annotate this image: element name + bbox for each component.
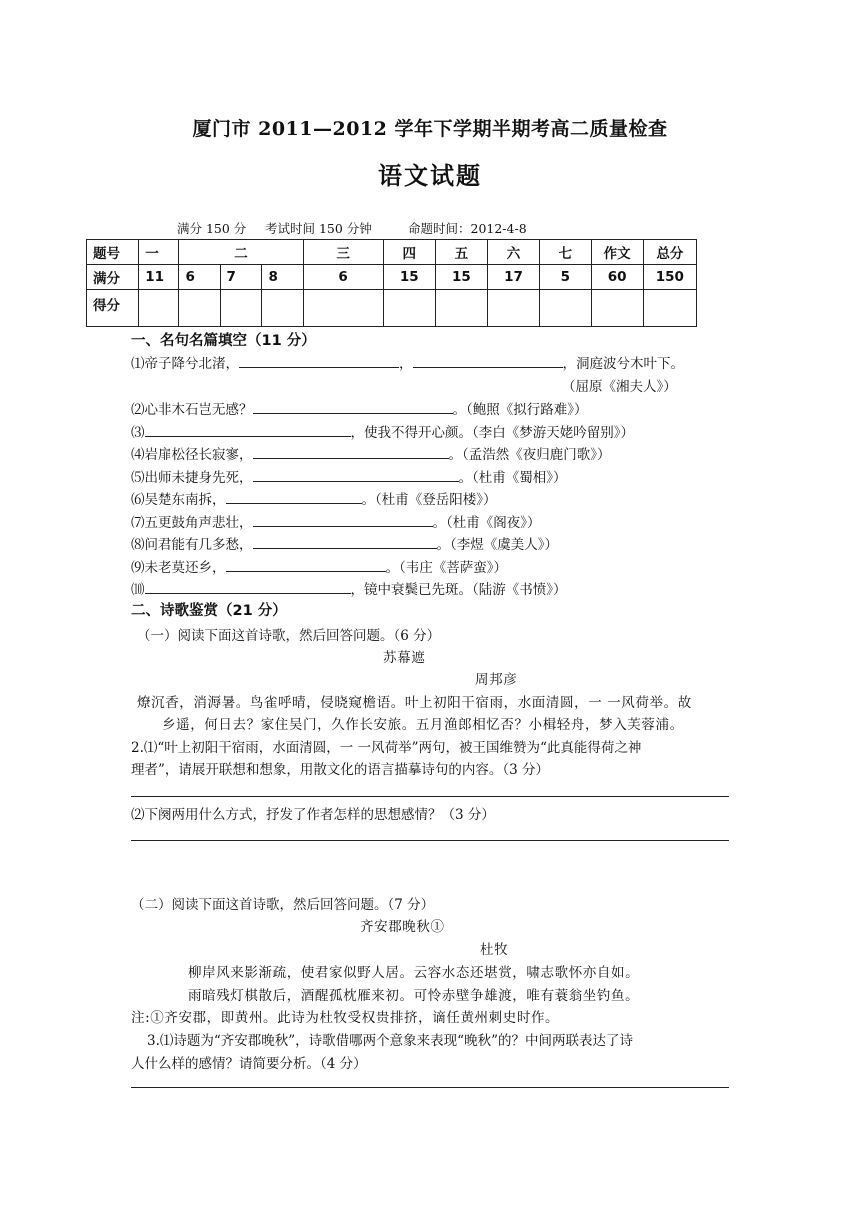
- points-cell: 150: [643, 265, 696, 290]
- points-cell: 15: [435, 265, 487, 290]
- question-2-1-cont: 理者”，请展开联想和想象，用散文化的语言描摹诗句的内容。（3 分）: [131, 762, 550, 778]
- question-9: ⑼未老莫还乡， 。（韦庄《菩萨蛮》）: [131, 556, 507, 576]
- question-8: ⑻问君能有几多愁， 。（李煜《虞美人》）: [131, 533, 558, 553]
- points-cell: 11: [139, 265, 179, 290]
- meta-date: 命题时间：2012-4-8: [408, 221, 527, 236]
- score-cell[interactable]: [179, 290, 220, 327]
- score-cell[interactable]: [139, 290, 179, 327]
- question-4: ⑷岩扉松径长寂寥， 。（孟浩然《夜归鹿门歌》）: [131, 443, 611, 463]
- answer-line[interactable]: [131, 796, 729, 797]
- answer-blank[interactable]: [253, 398, 453, 414]
- poem-1-line: 燎沉香，消溽暑。鸟雀呼晴，侵晓窥檐语。叶上初阳干宿雨，水面清圆，一 一风荷举。故: [137, 695, 692, 711]
- points-cell: 8: [262, 265, 303, 290]
- points-cell: 60: [591, 265, 643, 290]
- question-2: ⑵心非木石岂无感？ 。（鲍照《拟行路难》）: [131, 398, 588, 418]
- header-cell: 五: [435, 240, 487, 265]
- part-1-intro: （一）阅读下面这首诗歌，然后回答问题。（6 分）: [137, 628, 441, 644]
- answer-blank[interactable]: [253, 511, 433, 527]
- answer-blank[interactable]: [226, 488, 362, 504]
- poem-note: 注:①齐安郡，即黄州。此诗为杜牧受权贵排挤，谪任黄州刺史时作。: [131, 1010, 560, 1026]
- exam-subtitle: 语文试题: [378, 161, 482, 190]
- answer-blank[interactable]: [145, 578, 351, 594]
- points-cell: 6: [179, 265, 220, 290]
- section-heading: 二、诗歌鉴赏（21 分）: [131, 603, 287, 619]
- answer-blank[interactable]: [239, 352, 399, 368]
- header-cell: 四: [383, 240, 435, 265]
- points-cell: 17: [487, 265, 539, 290]
- question-6: ⑹吴楚东南拆， 。（杜甫《登岳阳楼》）: [131, 488, 497, 508]
- answer-line[interactable]: [131, 1087, 729, 1088]
- answer-blank[interactable]: [253, 443, 449, 459]
- part-2-intro: （二）阅读下面这首诗歌，然后回答问题。（7 分）: [131, 897, 435, 913]
- score-cell[interactable]: [540, 290, 592, 327]
- question-3: ⑶ ，使我不得开心颜。（李白《梦游天姥吟留别》）: [131, 421, 634, 441]
- header-cell: 六: [487, 240, 539, 265]
- answer-blank[interactable]: [226, 556, 386, 572]
- points-cell: 15: [383, 265, 435, 290]
- points-cell: 7: [220, 265, 262, 290]
- question-3-1: 3.⑴诗题为“齐安郡晚秋”，诗歌借哪两个意象来表现“晚秋”的？中间两联表达了诗: [147, 1033, 633, 1049]
- score-cell[interactable]: [643, 290, 696, 327]
- header-cell: 作文: [591, 240, 643, 265]
- question-1: ⑴帝子降兮北渚， ， ，洞庭波兮木叶下。: [131, 352, 684, 372]
- score-table: [86, 239, 697, 327]
- score-cell[interactable]: [303, 290, 383, 327]
- answer-blank[interactable]: [253, 466, 459, 482]
- answer-line[interactable]: [131, 840, 729, 841]
- row-label-number: 题号: [87, 240, 139, 265]
- header-cell: 三: [303, 240, 383, 265]
- header-cell: 七: [540, 240, 592, 265]
- question-7: ⑺五更鼓角声悲壮， 。（杜甫《阁夜》）: [131, 511, 541, 531]
- score-cell[interactable]: [591, 290, 643, 327]
- header-cell: 二: [179, 240, 303, 265]
- poem-2-line: 柳岸风来影渐疏，使君家似野人居。云容水态还堪赏，啸志歌怀亦自如。: [188, 965, 640, 981]
- poem-1-author: 周邦彦: [475, 672, 518, 688]
- answer-blank[interactable]: [145, 421, 351, 437]
- table-row: [87, 290, 697, 327]
- poem-2-title: 齐安郡晚秋①: [360, 919, 445, 935]
- question-5: ⑸出师未捷身先死， 。（杜甫《蜀相》）: [131, 466, 567, 486]
- meta-exam-time: 考试时间 150 分钟: [265, 221, 372, 236]
- header-cell: 一: [139, 240, 179, 265]
- poem-1-title: 苏幕遮: [383, 650, 426, 666]
- question-2-1: 2.⑴“叶上初阳干宿雨，水面清圆，一 一风荷举”两句，被王国维赞为“此真能得荷之神: [131, 740, 642, 756]
- poem-2-author: 杜牧: [480, 942, 509, 958]
- row-label-full: 满分: [87, 265, 139, 290]
- question-3-1-cont: 人什么样的感情？请简要分析。（4 分）: [131, 1056, 367, 1072]
- answer-blank[interactable]: [253, 533, 437, 549]
- row-label-score: 得分: [87, 290, 139, 327]
- table-row: [87, 240, 697, 265]
- question-2-2: ⑵下阕两用什么方式，抒发了作者怎样的思想感情？（3 分）: [131, 807, 495, 823]
- question-10: ⑽ ，镜中衰鬓已先斑。（陆游《书愤》）: [131, 578, 567, 598]
- score-cell[interactable]: [220, 290, 262, 327]
- score-cell[interactable]: [383, 290, 435, 327]
- points-cell: 6: [303, 265, 383, 290]
- meta-full-score: 满分 150 分: [177, 221, 247, 236]
- question-1-source: （屈原《湘夫人》）: [562, 379, 677, 395]
- section-heading: 一、名句名篇填空（11 分）: [131, 333, 316, 349]
- points-cell: 5: [540, 265, 592, 290]
- exam-title: 厦门市 2011—2012 学年下学期半期考高二质量检查: [192, 118, 668, 140]
- score-cell[interactable]: [487, 290, 539, 327]
- poem-2-line: 雨暗残灯棋散后，酒醒孤枕雁来初。可怜赤壁争雄渡，唯有蓑翁坐钓鱼。: [188, 988, 640, 1004]
- header-cell: 总分: [643, 240, 696, 265]
- score-cell[interactable]: [262, 290, 303, 327]
- poem-1-line: 乡遥，何日去？家住吴门，久作长安旅。五月渔郎相忆否？小楫轻舟，梦入芙蓉浦。: [162, 717, 684, 733]
- answer-blank[interactable]: [413, 352, 563, 368]
- table-row: [87, 265, 697, 290]
- score-cell[interactable]: [435, 290, 487, 327]
